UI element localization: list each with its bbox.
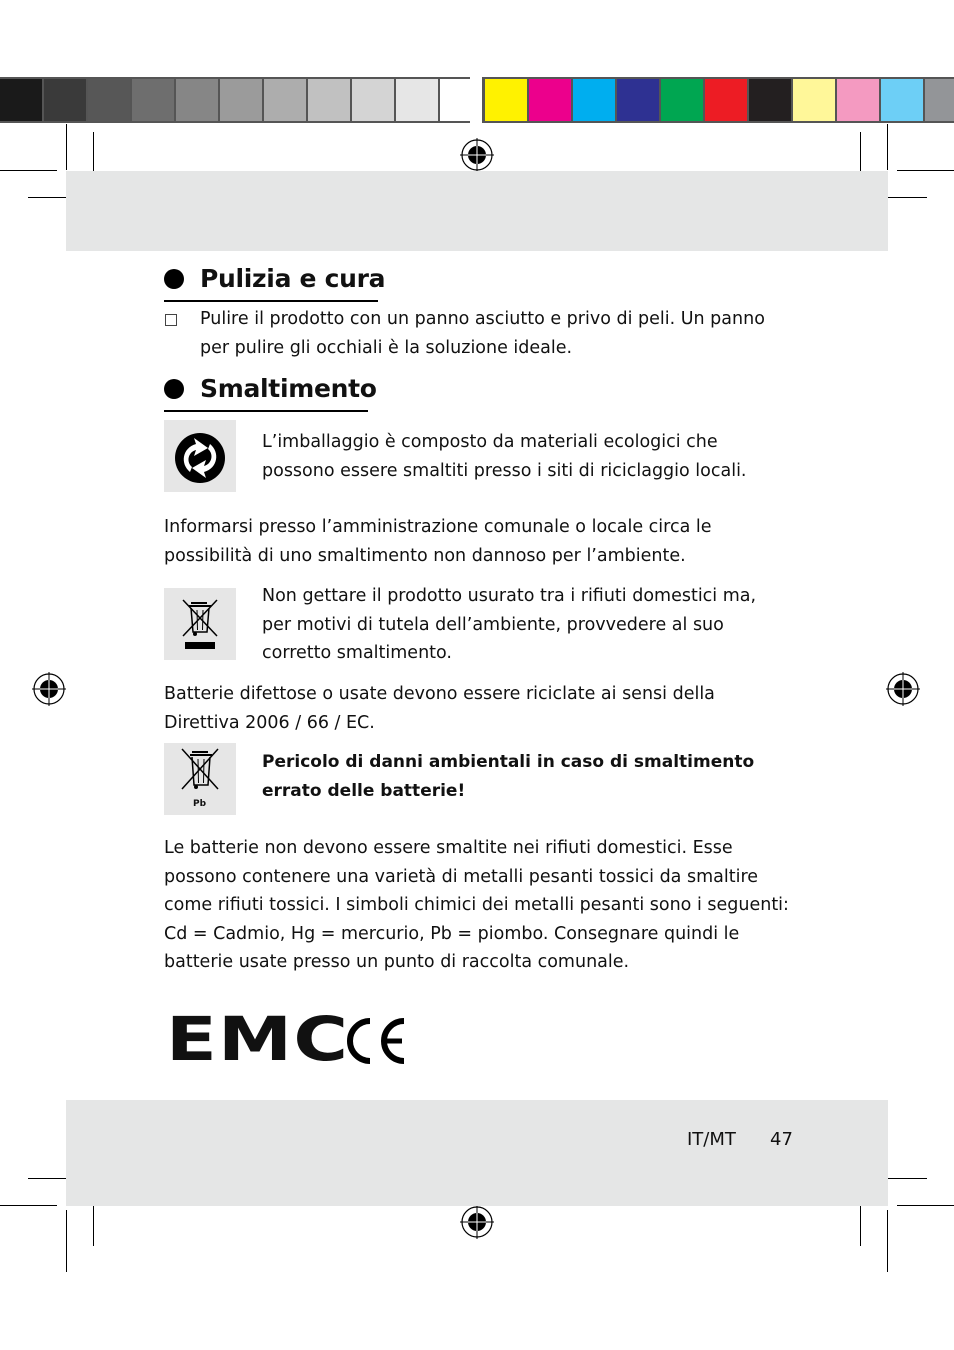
section-title: Pulizia e cura [200,264,386,293]
checkbox-square-icon [165,314,177,326]
gray-swatch [396,79,438,121]
battery-warning: Pericolo di danni ambientali in caso di smaltimento errato delle batterie! [262,752,755,801]
gray-swatch [44,79,86,121]
crop-mark [887,1210,888,1272]
color-swatch [881,79,923,121]
footer-language: IT/MT [687,1129,736,1150]
crop-mark [0,1205,57,1206]
color-swatch [925,79,954,121]
gray-swatch [264,79,306,121]
battery-details-text: Le batterie non devono essere smaltite nei rifiuti domestici. Esse possono contenere una varietà di metalli pesanti tossici da smaltire come rifiuti tossici. I simboli chimici dei metalli pesanti sono i seguenti: Cd = Cadmio, Hg = mercurio, Pb = piombo. Consegnare quindi le batterie usate presso un punto di raccolta comunale. [164,838,789,972]
gray-swatch [308,79,350,121]
crop-mark [66,124,67,170]
section-heading-cleaning [164,264,385,293]
crop-mark [897,170,954,171]
crop-mark [0,170,57,171]
color-swatch [485,79,527,121]
crop-mark [887,124,888,170]
product-disposal-text: Non gettare il prodotto usurato tra i rifiuti domestici ma, per motivi di tutela dell’ambiente, provvedere al suo corretto smaltimento. [262,586,757,663]
weee-symbol-box [164,588,236,660]
crossed-bin-icon [164,588,236,660]
color-swatch [837,79,879,121]
gray-swatch [176,79,218,121]
section-heading-disposal [164,374,377,403]
heading-underline [164,410,368,412]
header-band [66,171,888,251]
registration-mark-icon [460,138,494,172]
battery-symbol-box [164,743,236,815]
color-swatch [793,79,835,121]
crop-mark [897,1205,954,1206]
gray-swatch [352,79,394,121]
packaging-text: L’imballaggio è composto da materiali ecologici che possono essere smaltiti presso i siti di riciclaggio locali. [262,432,747,481]
footer-band [66,1100,888,1206]
color-swatch [529,79,571,121]
gray-swatch [0,79,42,121]
battery-icon-label: Pb [193,799,207,809]
ce-mark-icon [342,1017,408,1065]
gray-swatch [88,79,130,121]
color-swatch [617,79,659,121]
registration-mark-icon [32,672,66,706]
info-text: Informarsi presso l’amministrazione comunale o locale circa le possibilità di uno smaltimento non dannoso per l’ambiente. [164,517,712,566]
registration-mark-icon [460,1205,494,1239]
gray-swatch [132,79,174,121]
color-swatch [573,79,615,121]
emc-mark: EMC [166,1004,350,1075]
registration-mark-icon [886,672,920,706]
page-number: 47 [770,1129,793,1150]
gray-swatch [440,79,482,121]
batteries-directive-text: Batterie difettose o usate devono essere riciclate ai sensi della Direttiva 2006 / 66 / EC. [164,684,715,733]
heading-underline [164,300,378,302]
bullet-dot-icon [164,269,184,289]
gray-swatch [220,79,262,121]
crop-mark [66,1210,67,1272]
cleaning-instruction: Pulire il prodotto con un panno asciutto e privo di peli. Un panno per pulire gli occhiali è la soluzione ideale. [200,309,765,358]
color-swatch [705,79,747,121]
section-title: Smaltimento [200,374,377,403]
color-swatch [749,79,791,121]
color-swatch [661,79,703,121]
bullet-dot-icon [164,379,184,399]
recycling-symbol-box [164,420,236,492]
green-dot-recycling-icon [164,420,236,492]
